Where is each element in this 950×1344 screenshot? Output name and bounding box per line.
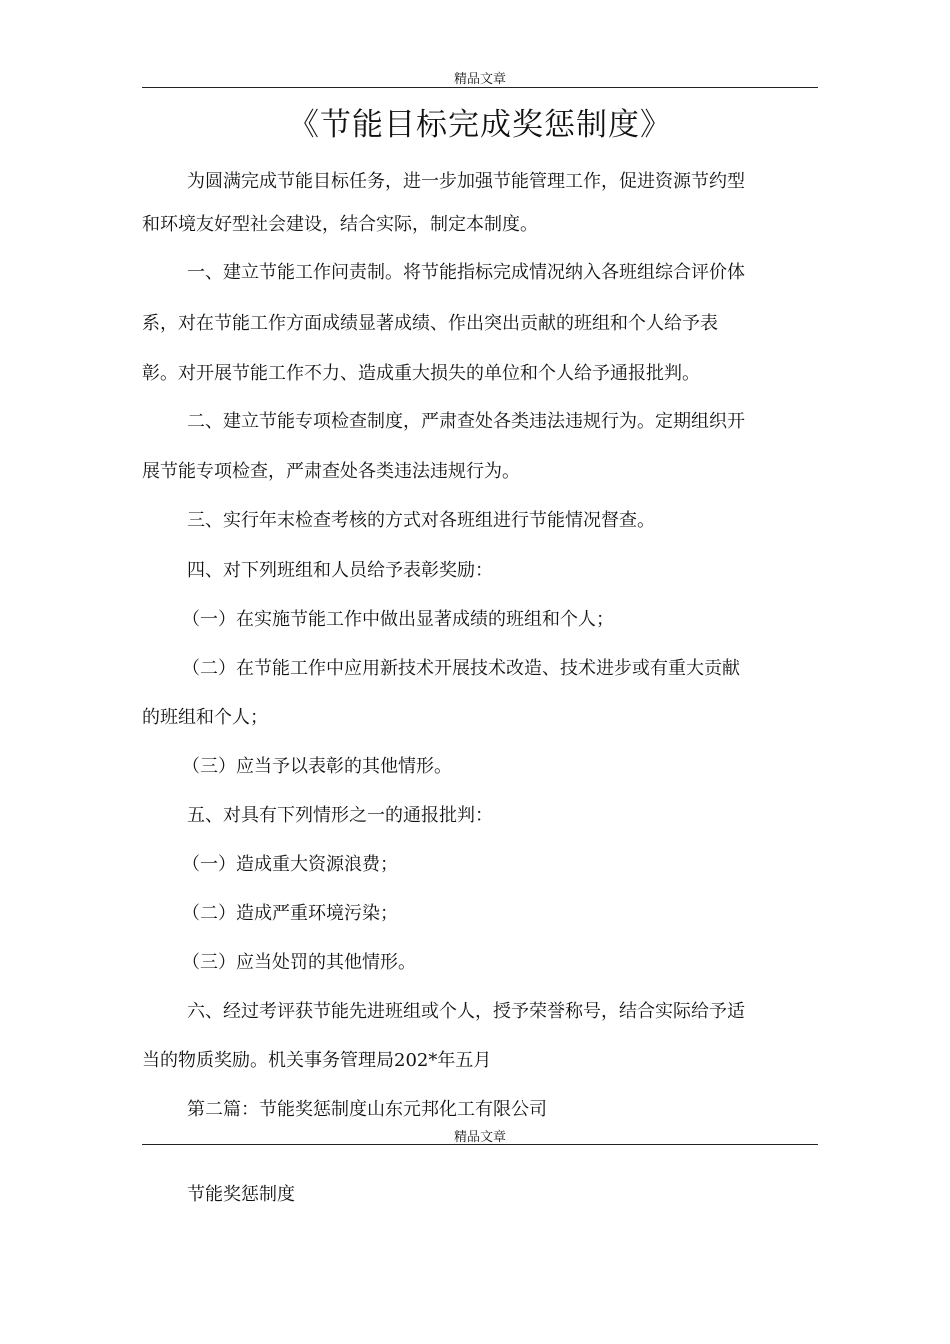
paragraph-intro-line-2: 和环境友好型社会建设，结合实际，制定本制度。	[142, 214, 538, 235]
section-6-line-1: 六、经过考评获节能先进班组或个人，授予荣誉称号，结合实际给予适	[187, 1001, 745, 1022]
running-footer: 精品文章	[453, 1130, 506, 1145]
reward-item-3: （三）应当予以表彰的其他情形。	[182, 756, 452, 777]
page2-heading: 节能奖惩制度	[187, 1184, 295, 1205]
reward-item-2-line-1: （二）在节能工作中应用新技术开展技术改造、技术进步或有重大贡献	[182, 658, 740, 679]
section-6-line-2: 当的物质奖励。机关事务管理局202*年五月	[142, 1050, 492, 1071]
section-4-heading: 四、对下列班组和人员给予表彰奖励：	[187, 560, 493, 581]
header-rule	[142, 87, 818, 88]
paragraph-intro-line-1: 为圆满完成节能目标任务，进一步加强节能管理工作，促进资源节约型	[187, 171, 745, 192]
section-5-heading: 五、对具有下列情形之一的通报批判：	[187, 805, 493, 826]
section-3-line-1: 三、实行年末检查考核的方式对各班组进行节能情况督查。	[187, 510, 655, 531]
document-title: 《节能目标完成奖惩制度》	[288, 107, 672, 143]
footer-rule	[142, 1144, 818, 1145]
reward-item-1: （一）在实施节能工作中做出显著成绩的班组和个人；	[182, 609, 614, 630]
section-2-line-2: 展节能专项检查，严肃查处各类违法违规行为。	[142, 461, 520, 482]
section-1-line-1: 一、建立节能工作问责制。将节能指标完成情况纳入各班组综合评价体	[187, 262, 745, 283]
section-1-line-3: 彰。对开展节能工作不力、造成重大损失的单位和个人给予通报批判。	[142, 363, 700, 384]
second-article-title: 第二篇：节能奖惩制度山东元邦化工有限公司	[187, 1099, 547, 1120]
running-header: 精品文章	[453, 72, 506, 87]
penalty-item-3: （三）应当处罚的其他情形。	[182, 952, 416, 973]
section-2-line-1: 二、建立节能专项检查制度，严肃查处各类违法违规行为。定期组织开	[187, 411, 745, 432]
penalty-item-2: （二）造成严重环境污染；	[182, 903, 398, 924]
section-1-line-2: 系，对在节能工作方面成绩显著成绩、作出突出贡献的班组和个人给予表	[142, 313, 718, 334]
reward-item-2-line-2: 的班组和个人；	[142, 707, 268, 728]
penalty-item-1: （一）造成重大资源浪费；	[182, 854, 398, 875]
